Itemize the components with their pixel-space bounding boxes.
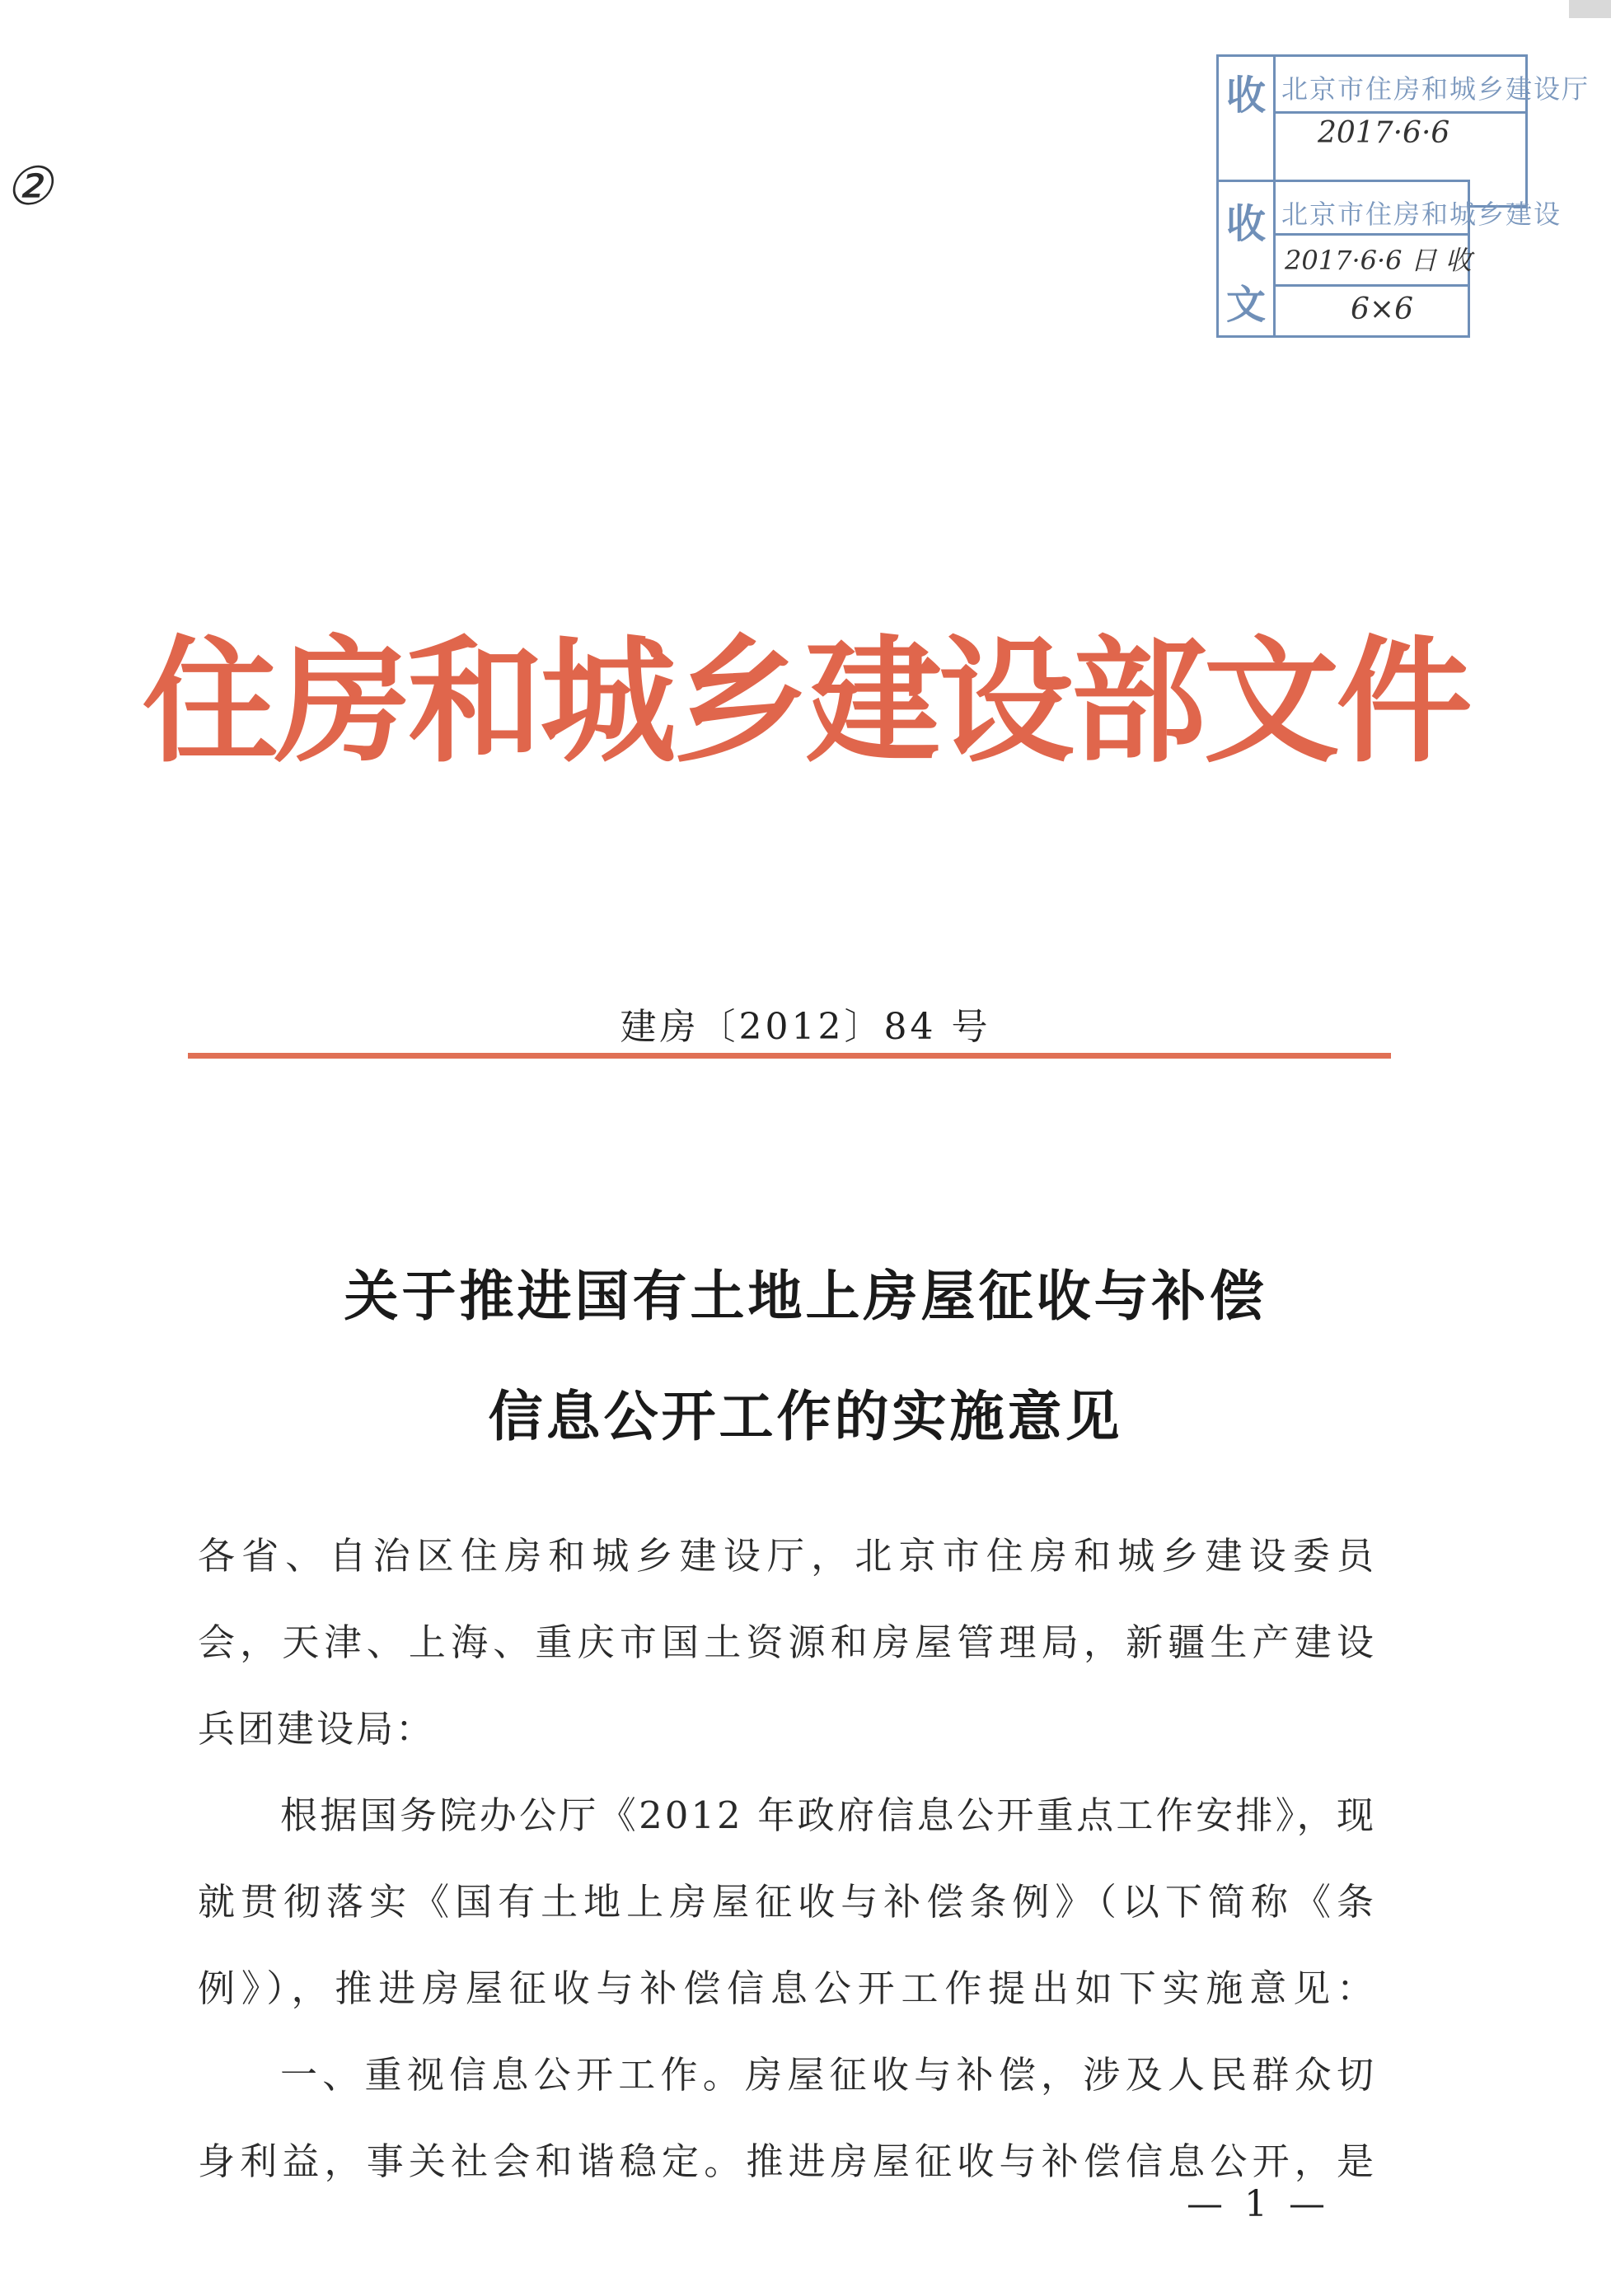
stamp-1-char-top: 收 bbox=[1225, 72, 1266, 119]
stamp-2-char-top: 收 bbox=[1225, 201, 1266, 247]
document-title-line-1: 关于推进国有土地上房屋征收与补偿 bbox=[344, 1264, 1267, 1328]
paragraph-1-line-2: 就贯彻落实《国有土地上房屋征收与补偿条例》（以下简称《条 bbox=[198, 1880, 1376, 1924]
red-separator-rule bbox=[188, 1053, 1391, 1059]
stamp-1-date-handwritten: 2017·6·6 bbox=[1318, 116, 1450, 150]
addressee-line-3: 兵团建设局： bbox=[198, 1707, 436, 1751]
receipt-stamp-2 bbox=[1216, 180, 1562, 338]
stamp-2-org-label: 北京市住房和城乡建设 bbox=[1281, 199, 1562, 230]
addressee-line-2: 会，天津、上海、重庆市国土资源和房屋管理局，新疆生产建设 bbox=[198, 1620, 1376, 1664]
paragraph-1-line-1: 根据国务院办公厅《2012 年政府信息公开重点工作安排》，现 bbox=[280, 1793, 1376, 1837]
stamp-2-char-bottom: 文 bbox=[1225, 282, 1266, 328]
document-masthead: 住房和城乡建设部文件 bbox=[142, 621, 1469, 781]
handwritten-page-mark: ② bbox=[5, 157, 53, 217]
stamp-2-number-handwritten: 6×6 bbox=[1351, 292, 1413, 326]
addressee-line-1: 各省、自治区住房和城乡建设厅，北京市住房和城乡建设委员 bbox=[198, 1534, 1376, 1578]
document-title-line-2: 信息公开工作的实施意见 bbox=[488, 1384, 1123, 1448]
document-number: 建房〔2012〕84 号 bbox=[620, 1006, 991, 1048]
paragraph-1-line-3: 例》），推进房屋征收与补偿信息公开工作提出如下实施意见： bbox=[198, 1966, 1376, 2010]
page-number: — 1 — bbox=[1187, 2183, 1330, 2225]
stamp-1-org-label: 北京市住房和城乡建设厅 bbox=[1281, 73, 1590, 105]
scan-edge-mark bbox=[1569, 0, 1611, 18]
paragraph-2-line-1: 一、重视信息公开工作。房屋征收与补偿，涉及人民群众切 bbox=[280, 2053, 1376, 2097]
paragraph-2-line-2: 身利益，事关社会和谐稳定。推进房屋征收与补偿信息公开，是 bbox=[198, 2139, 1376, 2183]
stamp-2-date-handwritten: 2017·6·6 日 收 bbox=[1285, 245, 1472, 276]
